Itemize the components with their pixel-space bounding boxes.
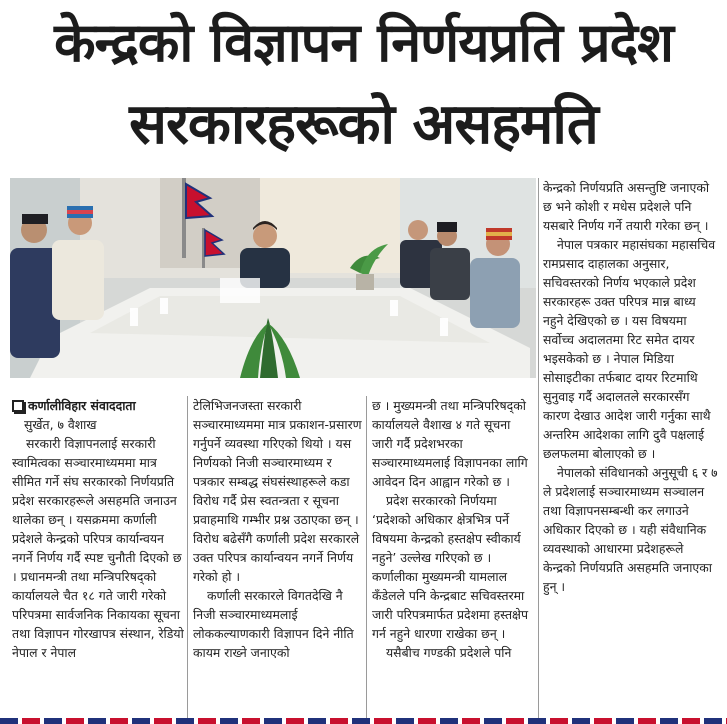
paragraph: यसैबीच गण्डकी प्रदेशले पनि (386, 645, 512, 660)
article-column-2 (193, 396, 363, 662)
paragraph: छ । मुख्यमन्त्री तथा मन्त्रिपरिषद्को कार्यालयले वैशाख ४ गते सूचना जारी गर्दै प्रदेशभरका सञ्चारमाध्यमलाई विज्ञापनका लागि आवेदन दिन आह्वान गरेको छ । (372, 398, 528, 489)
byline (12, 396, 184, 415)
paragraph: सरकारी विज्ञापनलाई सरकारी स्वामित्वका सञ्चारमाध्यममा मात्र सीमित गर्ने संघ सरकारको निर्णयप्रति प्रदेश सरकारहरूले असहमति जनाउन थालेका छन् । यसक्रममा कर्णाली प्रदेशले केन्द्रको परिपत्र कार्यान्वयन नगर्ने निर्णय गर्दै स्पष्ट चुनौती दिएको छ । प्रधानमन्त्री तथा मन्त्रिपरिषद्को कार्यालयले चैत १८ गते जारी गरेको परिपत्रमा सार्वजनिक निकायका सूचना तथा विज्ञापन गोरखापत्र संस्थान, रेडियो नेपाल र नेपाल (12, 436, 184, 660)
article-column-3 (372, 396, 532, 662)
column-divider (366, 396, 367, 718)
paragraph: नेपाल पत्रकार महासंघका महासचिव रामप्रसाद दाहालका अनुसार, सचिवस्तरको निर्णय भएकाले प्रदेश सरकारहरू उक्त परिपत्र मान्न बाध्य नहुने देखिएको छ । यस विषयमा सर्वोच्च अदालतमा रिट समेत दायर भइसकेको छ । नेपाल मिडिया सोसाइटीका तर्फबाट दायर रिटमाथि सुनुवाइ गर्दै अदालतले सरकारसँग कारण देखाउ आदेश जारी गर्नुका साथै अन्तरिम आदेशका लागि दुवै पक्षलाई छलफलमा बोलाएको छ । (543, 237, 716, 461)
column-divider (538, 178, 539, 718)
headline-line-1: केन्द्रको विज्ञापन निर्णयप्रति प्रदेश (54, 11, 673, 74)
paragraph: नेपालको संविधानको अनुसूची ६ र ७ ले प्रदेशलाई सञ्चारमाध्यम सञ्चालन तथा विज्ञापनसम्बन्धी कर लगाउने अधिकार दिएको छ । यही संवैधानिक व्यवस्थाको आधारमा प्रदेशहरूले केन्द्रको निर्णयप्रति असहमति जनाएका हुन् । (543, 465, 718, 594)
paragraph: प्रदेश सरकारको निर्णयमा ‘प्रदेशको अधिकार क्षेत्रभित्र पर्ने विषयमा केन्द्रको हस्तक्षेप स्वीकार्य नहुने’ उल्लेख गरिएको छ । कर्णालीका मुख्यमन्त्री यामलाल कँडेलले पनि केन्द्रबाट सचिवस्तरमा जारी परिपत्रमार्फत प्रदेशमा हस्तक्षेप गर्न नहुने धारणा राखेका छन् । (372, 493, 528, 641)
article-column-4 (543, 178, 719, 596)
meeting-photo (10, 178, 536, 378)
paragraph: केन्द्रको निर्णयप्रति असन्तुष्टि जनाएको छ भने कोशी र मधेस प्रदेशले पनि यसबारे निर्णय गर्ने तयारी गरेका छन् । (543, 180, 710, 233)
page-bottom-border (0, 718, 727, 724)
headline-line-2: सरकारहरूको असहमति (129, 92, 598, 157)
byline-source: कर्णालीविहार संवाददाता (28, 398, 136, 413)
dateline: सुर्खेत, ७ वैशाख (24, 417, 97, 432)
paragraph: कर्णाली सरकारले विगतदेखि नै निजी सञ्चारमाध्यमलाई लोककल्याणकारी विज्ञापन दिने नीति कायम राख्ने जनाएको (193, 588, 354, 660)
checkbox-icon (12, 400, 24, 412)
article-column-1 (12, 396, 184, 662)
paragraph: टेलिभिजनजस्ता सरकारी सञ्चारमाध्यममा मात्र प्रकाशन-प्रसारण गर्नुपर्ने व्यवस्था गरिएको थियो । यस निर्णयको निजी सञ्चारमाध्यम र पत्रकार सम्बद्ध संघसंस्थाहरूले कडा विरोध गर्दै प्रेस स्वतन्त्रता र सूचना प्रवाहमाथि गम्भीर प्रश्न उठाएका छन् । विरोध बढेसँगै कर्णाली प्रदेश सरकारले उक्त परिपत्र कार्यान्वयन नगर्ने निर्णय गरेको हो । (193, 398, 362, 584)
column-divider (187, 396, 188, 718)
